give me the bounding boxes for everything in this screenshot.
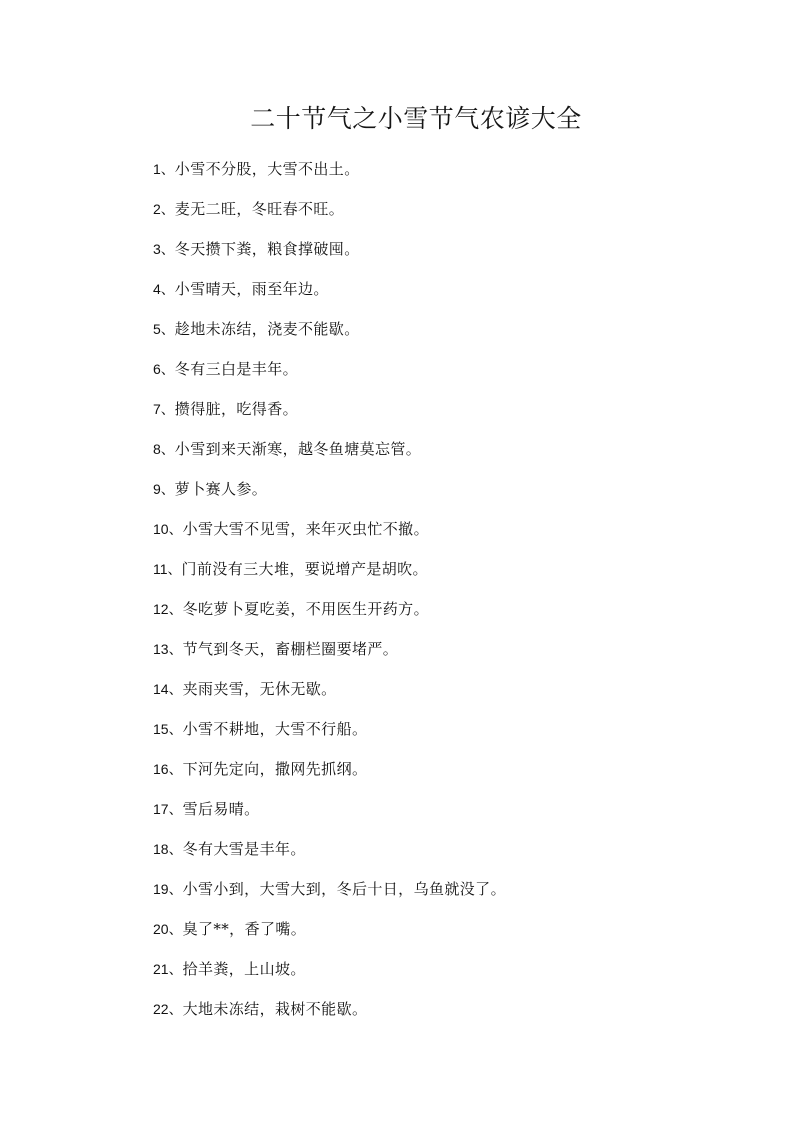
- list-item: [153, 394, 506, 434]
- list-item: [153, 874, 506, 914]
- list-item: [153, 794, 506, 834]
- list-item: [153, 154, 506, 194]
- item-separator: 、: [168, 882, 183, 898]
- item-number: 21: [153, 961, 169, 977]
- list-item: [153, 954, 506, 994]
- item-separator: 、: [168, 802, 183, 818]
- item-separator: 、: [167, 562, 182, 578]
- item-text: 冬吃萝卜夏吃姜，不用医生开药方。: [182, 600, 429, 618]
- list-item: [153, 314, 506, 354]
- list-item: [153, 994, 506, 1034]
- list-item: [153, 194, 506, 234]
- item-separator: 、: [160, 322, 175, 338]
- item-number: 14: [153, 681, 169, 697]
- item-number: 17: [153, 801, 169, 817]
- list-item: [153, 354, 506, 394]
- item-number: 20: [153, 921, 169, 937]
- item-number: 8: [153, 441, 161, 457]
- item-text: 趁地未冻结，浇麦不能歇。: [174, 320, 360, 338]
- item-separator: 、: [168, 922, 183, 938]
- list-item: [153, 274, 506, 314]
- item-text: 冬有大雪是丰年。: [182, 840, 306, 858]
- item-text: 小雪晴天，雨至年边。: [174, 280, 329, 298]
- list-item: [153, 514, 506, 554]
- item-number: 1: [153, 161, 161, 177]
- list-item: [153, 474, 506, 514]
- list-item: [153, 434, 506, 474]
- item-text: 冬有三白是丰年。: [174, 360, 298, 378]
- item-text: 冬天攒下粪，粮食撑破囤。: [174, 240, 360, 258]
- item-separator: 、: [168, 1002, 183, 1018]
- list-item: [153, 754, 506, 794]
- item-number: 3: [153, 241, 161, 257]
- item-number: 5: [153, 321, 161, 337]
- item-text: 雪后易晴。: [182, 800, 260, 818]
- item-text: 小雪小到，大雪大到，冬后十日，乌鱼就没了。: [182, 880, 506, 898]
- item-text: 小雪不耕地，大雪不行船。: [182, 720, 368, 738]
- item-separator: 、: [160, 242, 175, 258]
- list-item: [153, 234, 506, 274]
- item-separator: 、: [160, 402, 175, 418]
- item-number: 7: [153, 401, 161, 417]
- item-separator: 、: [168, 642, 183, 658]
- item-separator: 、: [160, 282, 175, 298]
- item-separator: 、: [160, 482, 175, 498]
- item-text: 萝卜赛人参。: [174, 480, 268, 498]
- item-text: 夹雨夹雪，无休无歇。: [182, 680, 337, 698]
- item-number: 2: [153, 201, 161, 217]
- item-separator: 、: [168, 842, 183, 858]
- item-separator: 、: [160, 442, 175, 458]
- item-separator: 、: [168, 682, 183, 698]
- item-text: 小雪到来天渐寒，越冬鱼塘莫忘管。: [174, 440, 422, 458]
- item-number: 6: [153, 361, 161, 377]
- item-number: 13: [153, 641, 169, 657]
- item-text: 麦无二旺，冬旺春不旺。: [174, 200, 345, 218]
- list-item: [153, 634, 506, 674]
- list-item: [153, 834, 506, 874]
- item-separator: 、: [168, 962, 183, 978]
- item-text: 节气到冬天，畜棚栏圈要堵严。: [182, 640, 399, 658]
- item-text: 小雪大雪不见雪，来年灭虫忙不撤。: [182, 520, 429, 538]
- item-number: 22: [153, 1001, 169, 1017]
- item-text: 小雪不分股，大雪不出土。: [174, 160, 360, 178]
- item-text: 拾羊粪，上山坡。: [182, 960, 306, 978]
- item-number: 15: [153, 721, 169, 737]
- item-text: 攒得脏，吃得香。: [174, 400, 298, 418]
- item-separator: 、: [168, 762, 183, 778]
- item-text: 臭了**，香了嘴。: [182, 920, 307, 938]
- item-separator: 、: [168, 522, 183, 538]
- list-item: [153, 554, 506, 594]
- proverb-list: [153, 154, 506, 1034]
- item-separator: 、: [160, 362, 175, 378]
- item-number: 18: [153, 841, 169, 857]
- item-separator: 、: [160, 202, 175, 218]
- item-number: 19: [153, 881, 169, 897]
- list-item: [153, 594, 506, 634]
- item-text: 门前没有三大堆，要说增产是胡吹。: [181, 560, 428, 578]
- item-separator: 、: [160, 162, 175, 178]
- item-separator: 、: [168, 602, 183, 618]
- list-item: [153, 674, 506, 714]
- item-number: 4: [153, 281, 161, 297]
- item-number: 12: [153, 601, 169, 617]
- item-number: 10: [153, 521, 169, 537]
- list-item: [153, 714, 506, 754]
- item-separator: 、: [168, 722, 183, 738]
- item-text: 大地未冻结，栽树不能歇。: [182, 1000, 368, 1018]
- page-title: 二十节气之小雪节气农谚大全: [250, 104, 582, 133]
- list-item: [153, 914, 506, 954]
- item-number: 9: [153, 481, 161, 497]
- item-number: 16: [153, 761, 169, 777]
- item-text: 下河先定向，撒网先抓纲。: [182, 760, 368, 778]
- item-number: 11: [153, 561, 168, 577]
